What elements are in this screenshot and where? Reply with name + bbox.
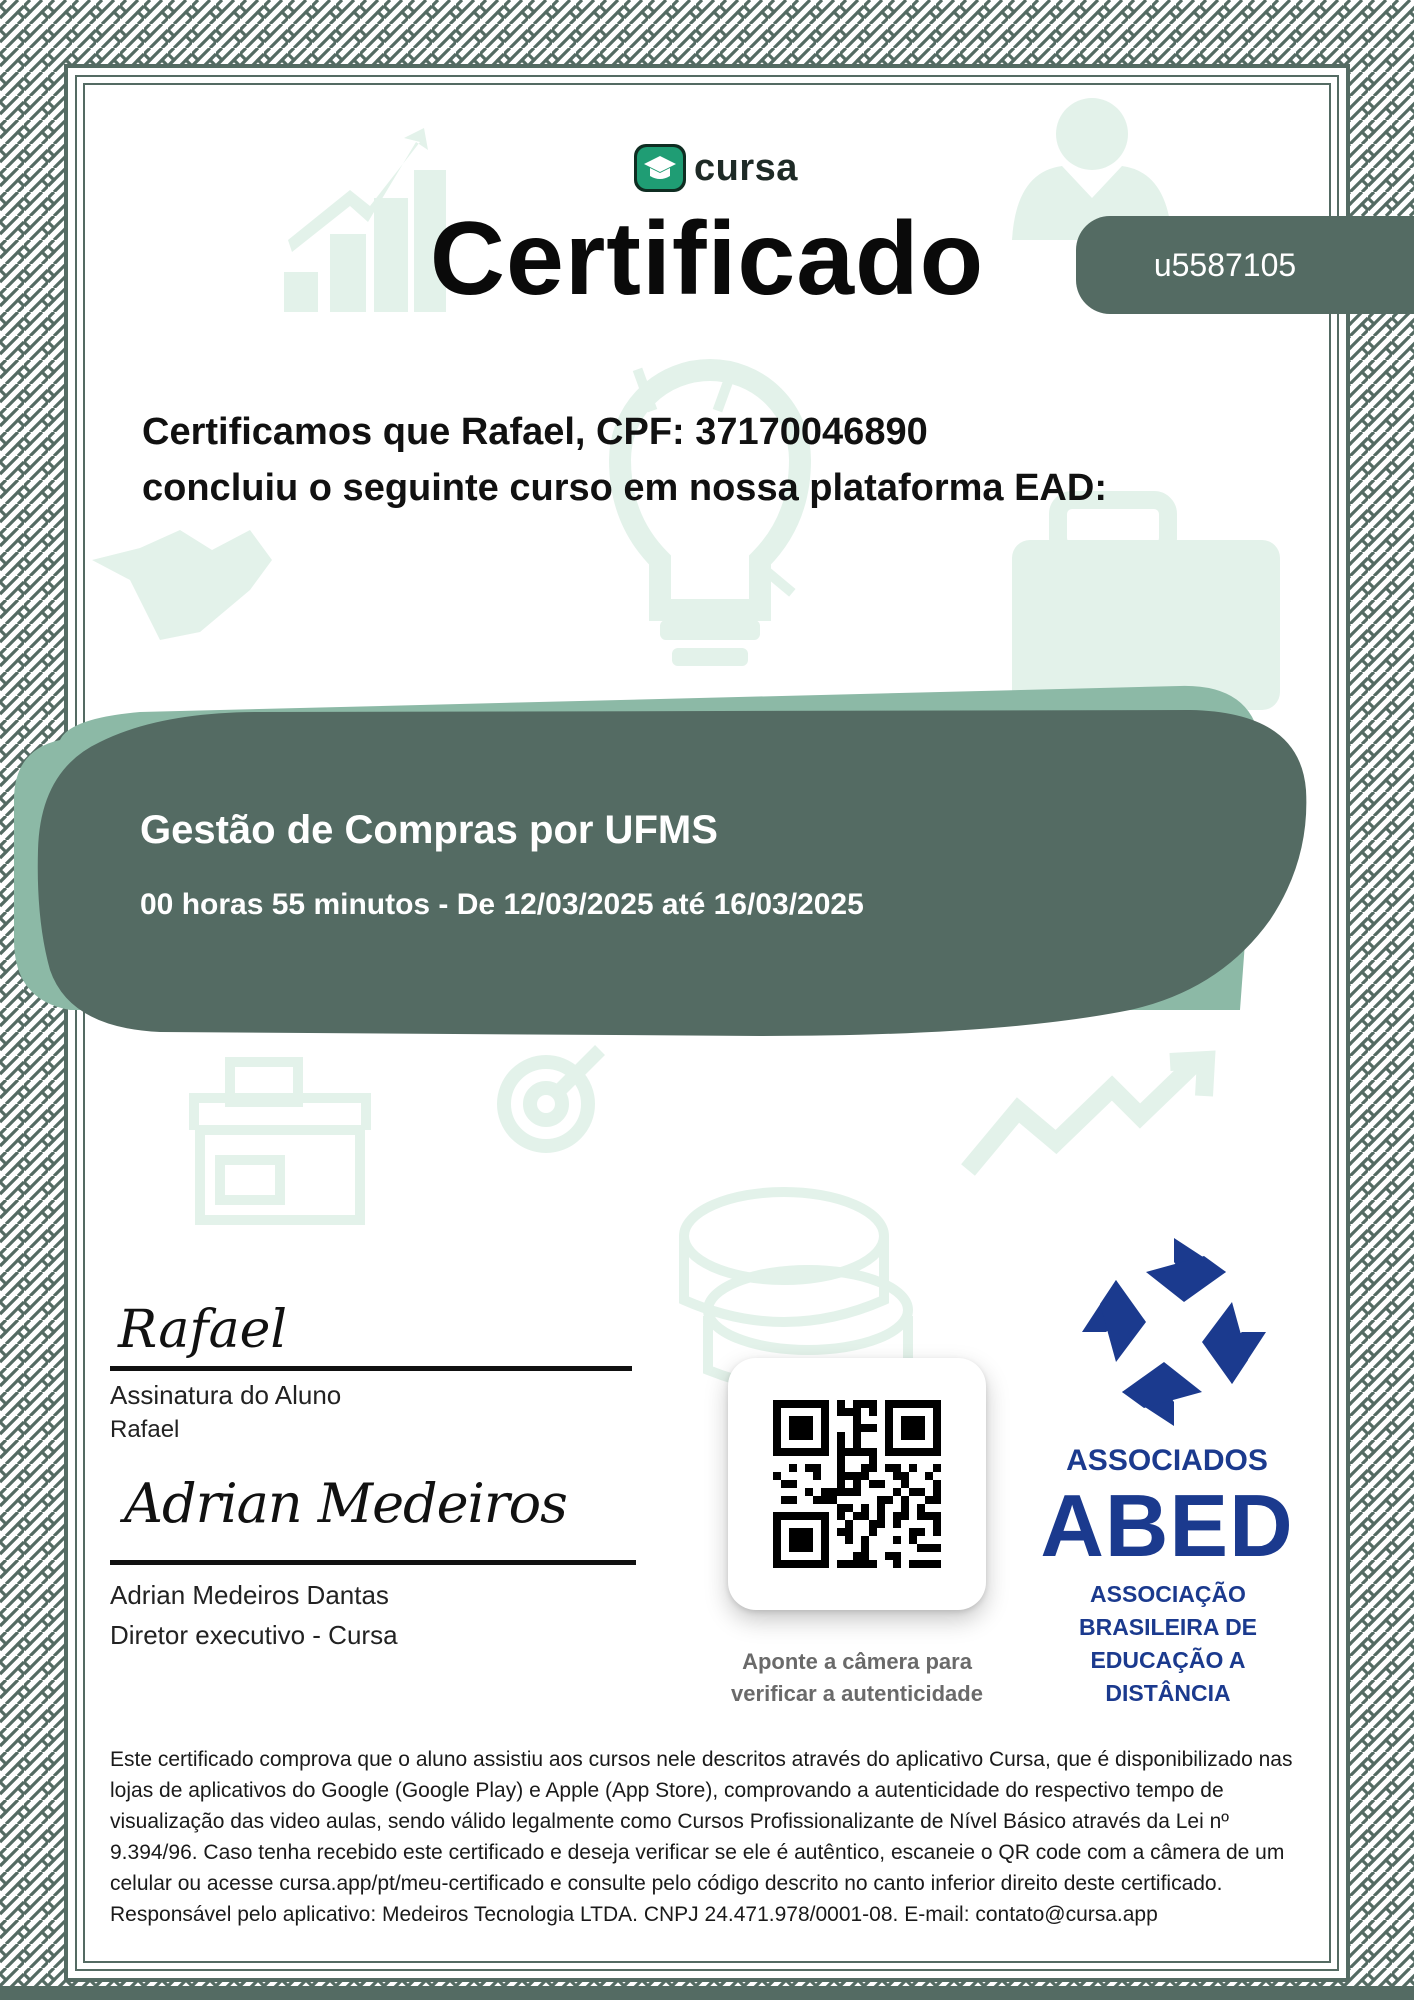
intro-line-2: concluiu o seguinte curso em nossa plataforma EAD: xyxy=(142,467,1107,509)
abed-logo-icon xyxy=(1076,1232,1272,1432)
director-signature-line xyxy=(110,1560,636,1565)
certificate-title: Certificado xyxy=(429,201,985,317)
footer-legal-text xyxy=(110,1744,1310,1930)
qr-caption xyxy=(700,1646,1014,1710)
abed-line-2: BRASILEIRA DE xyxy=(1078,1614,1258,1640)
abed-line-4: DISTÂNCIA xyxy=(1105,1680,1231,1706)
director-role: Diretor executivo - Cursa xyxy=(110,1620,398,1650)
qr-caption-line-1: Aponte a câmera para xyxy=(742,1649,972,1674)
student-signature: Rafael xyxy=(118,1300,287,1360)
brand-name: cursa xyxy=(694,146,798,189)
abed-full-name xyxy=(1048,1578,1288,1710)
qr-code-card[interactable] xyxy=(728,1358,986,1610)
footer-responsible: Responsável pelo aplicativo: Medeiros Tecnologia LTDA. CNPJ 24.471.978/0001-08. E-mail: contato@cursa.app xyxy=(110,1903,1158,1926)
student-signature-line xyxy=(110,1366,632,1371)
intro-line-1: Certificamos que Rafael, CPF: 37170046890 xyxy=(142,411,928,453)
director-signature: Adrian Medeiros xyxy=(124,1472,567,1535)
qr-code-icon xyxy=(773,1400,941,1568)
abed-line-3: EDUCAÇÃO A xyxy=(1090,1647,1246,1673)
certificate-code: u5587105 xyxy=(1153,246,1297,283)
qr-caption-line-2: verificar a autenticidade xyxy=(731,1681,983,1706)
abed-associados: ASSOCIADOS xyxy=(1066,1444,1268,1477)
course-duration-dates: 00 horas 55 minutos - De 12/03/2025 até 16/03/2025 xyxy=(140,888,864,921)
director-name: Adrian Medeiros Dantas xyxy=(110,1580,389,1610)
course-title: Gestão de Compras por UFMS xyxy=(140,808,718,852)
student-signature-label: Assinatura do Aluno xyxy=(110,1380,342,1410)
abed-line-1: ASSOCIAÇÃO xyxy=(1090,1581,1246,1607)
abed-acronym: ABED xyxy=(1040,1476,1294,1575)
footer-paragraph: Este certificado comprova que o aluno assistiu aos cursos nele descritos através do aplicativo Cursa, que é disponibilizado nas lojas de aplicativos do Google (Google Play) e Apple (App Store), comprovando a autenticidade do respectivo tempo de visualização das video aulas, sendo válido legalmente como Cursos Profissionalizante de Nível Básico através da Lei nº 9.394/96. Caso tenha recebido este certificado e deseja verificar se ele é autêntico, escaneie o QR code com a câmera de um celular ou acesse cursa.app/pt/meu-certificado e consulte pelo código descrito no canto inferior direito deste certificado. xyxy=(110,1748,1293,1895)
student-name: Rafael xyxy=(110,1416,180,1443)
